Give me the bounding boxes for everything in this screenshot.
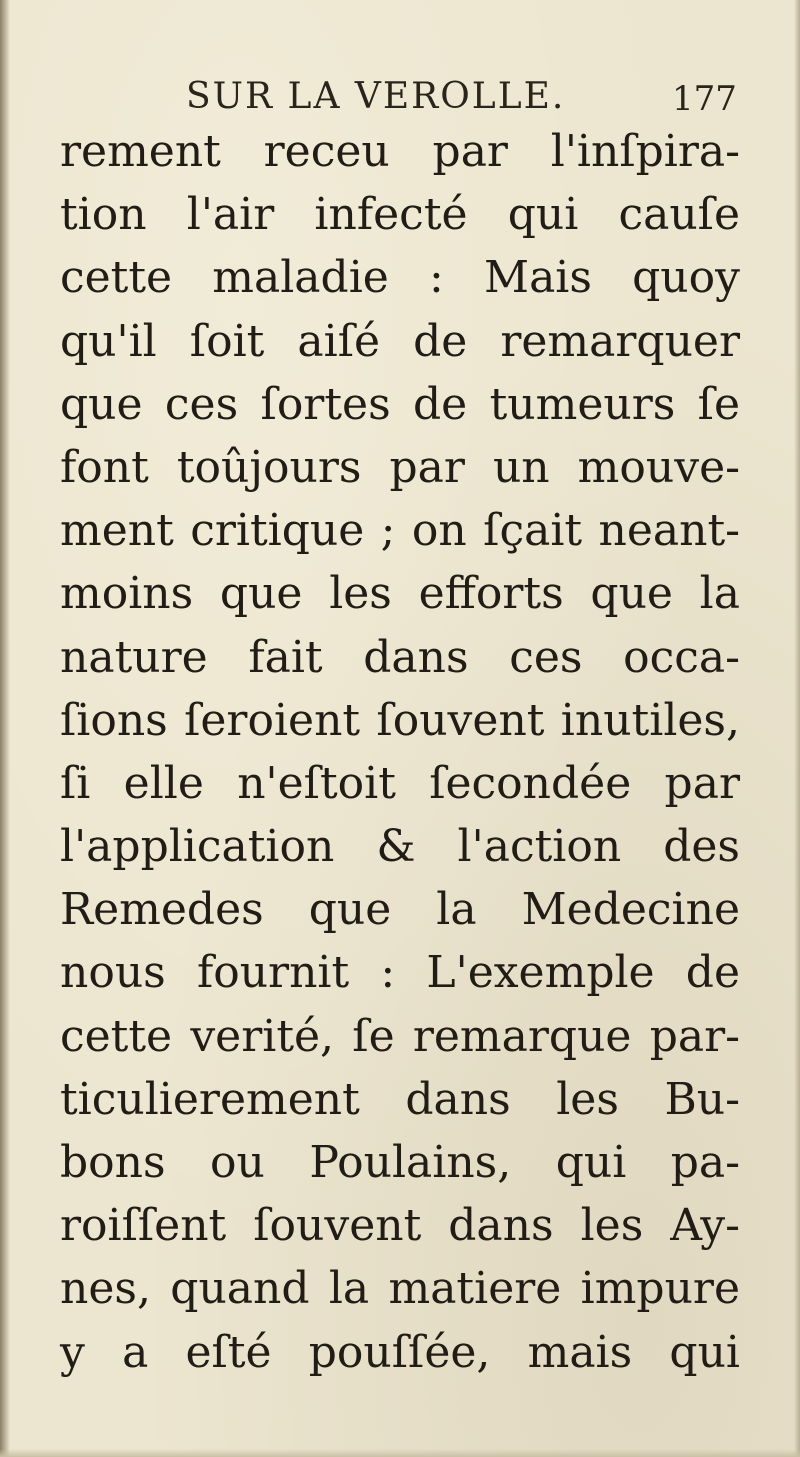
text-line: ticulierement dans les Bu- bbox=[60, 1073, 740, 1125]
page-right-edge bbox=[794, 0, 800, 1457]
text-line: cette maladie : Mais quoy bbox=[60, 252, 740, 304]
text-line: ment critique ; on ſçait neant- bbox=[60, 505, 740, 557]
text-line: roiſſent ſouvent dans les Ay- bbox=[60, 1200, 740, 1252]
text-line: cette verité, ſe remarque par- bbox=[60, 1010, 740, 1062]
page-bottom-edge bbox=[0, 1449, 800, 1457]
text-line: ſi elle n'eſtoit ſecondée par bbox=[60, 757, 740, 809]
text-line: qu'il ſoit aiſé de remarquer bbox=[60, 315, 740, 367]
text-line: bons ou Poulains, qui pa- bbox=[60, 1137, 740, 1188]
page-number: 177 bbox=[672, 79, 737, 119]
text-line: ſions ſeroient ſouvent inutiles, bbox=[60, 694, 740, 746]
text-line: nous fournit : L'exemple de bbox=[60, 947, 740, 999]
text-line: nes, quand la matiere impure bbox=[60, 1263, 740, 1315]
running-title: SUR LA VEROLLE. bbox=[186, 76, 566, 117]
page-gutter-shadow bbox=[0, 0, 10, 1457]
text-line: font toûjours par un mouve- bbox=[60, 441, 740, 493]
text-line: y a eſté pouſſée, mais qui bbox=[60, 1326, 740, 1378]
text-line: nature fait dans ces occa- bbox=[60, 631, 740, 683]
running-head bbox=[0, 72, 800, 122]
body-text bbox=[60, 120, 740, 1384]
text-line: moins que les efforts que la bbox=[60, 568, 740, 620]
text-line: Remedes que la Medecine bbox=[60, 884, 740, 936]
text-line: tion l'air infecté qui cauſe bbox=[60, 189, 740, 241]
text-line: que ces ſortes de tumeurs ſe bbox=[60, 378, 740, 430]
text-line: rement receu par l'inſpira- bbox=[60, 126, 740, 177]
text-line: l'application & l'action des bbox=[60, 821, 740, 873]
